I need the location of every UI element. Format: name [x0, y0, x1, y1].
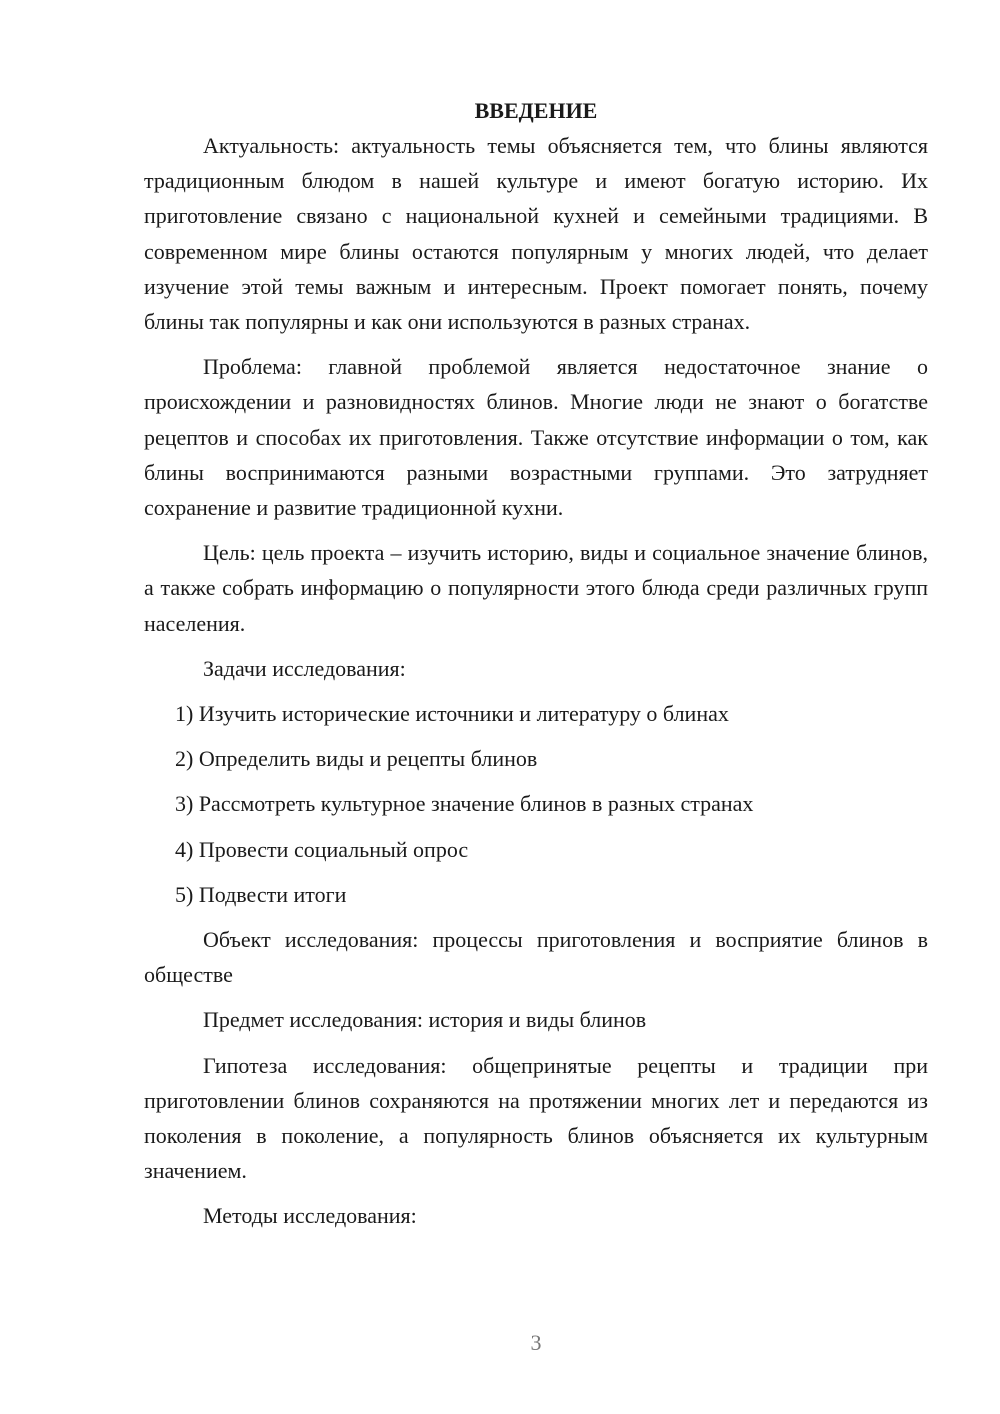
- list-item: 3) Рассмотреть культурное значение блинов в разных странах: [175, 791, 754, 817]
- paragraph-hypothesis: Гипотеза исследования: общепринятые рецепты и традиции при приготовлении блинов сохраняются на протяжении многих лет и передаются из поколения в поколение, а популярность блинов объясняется их культурным значением.: [144, 1052, 928, 1184]
- tasks-list: [144, 696, 928, 912]
- list-item: 2) Определить виды и рецепты блинов: [175, 746, 538, 772]
- paragraph-goal: Цель: цель проекта – изучить историю, виды и социальное значение блинов, а также собрать информацию о популярности этого блюда среди различных групп населения.: [144, 540, 928, 636]
- document-page: [144, 93, 928, 1244]
- paragraph-subject: Предмет исследования: история и виды блинов: [203, 1007, 647, 1033]
- paragraph-object: Объект исследования: процессы приготовления и восприятие блинов в обществе: [144, 927, 928, 988]
- paragraph-tasks-heading: Задачи исследования:: [203, 655, 406, 681]
- list-item: 1) Изучить исторические источники и литературу о блинах: [175, 701, 729, 727]
- paragraph-problem: Проблема: главной проблемой является недостаточное знание о происхождении и разновидностях блинов. Многие люди не знают о богатстве рецептов и способах их приготовления. Также отсутствие информации о том, как блины воспринимаются разными возрастными группами. Это затрудняет сохранение и развитие традиционной кухни.: [144, 354, 928, 521]
- list-item: 4) Провести социальный опрос: [175, 836, 469, 862]
- page-number: 3: [530, 1330, 542, 1355]
- page-title: ВВЕДЕНИЕ: [474, 98, 598, 123]
- paragraph-methods-heading: Методы исследования:: [203, 1203, 417, 1229]
- list-item: 5) Подвести итоги: [175, 881, 347, 907]
- paragraph-relevance: Актуальность: актуальность темы объясняется тем, что блины являются традиционным блюдом в нашей культуре и имеют богатую историю. Их приготовление связано с национальной кухней и семейными традициями. В современном мире блины остаются популярным у многих людей, что делает изучение этой темы важным и интересным. Проект помогает понять, почему блины так популярны и как они используются в разных странах.: [144, 133, 928, 335]
